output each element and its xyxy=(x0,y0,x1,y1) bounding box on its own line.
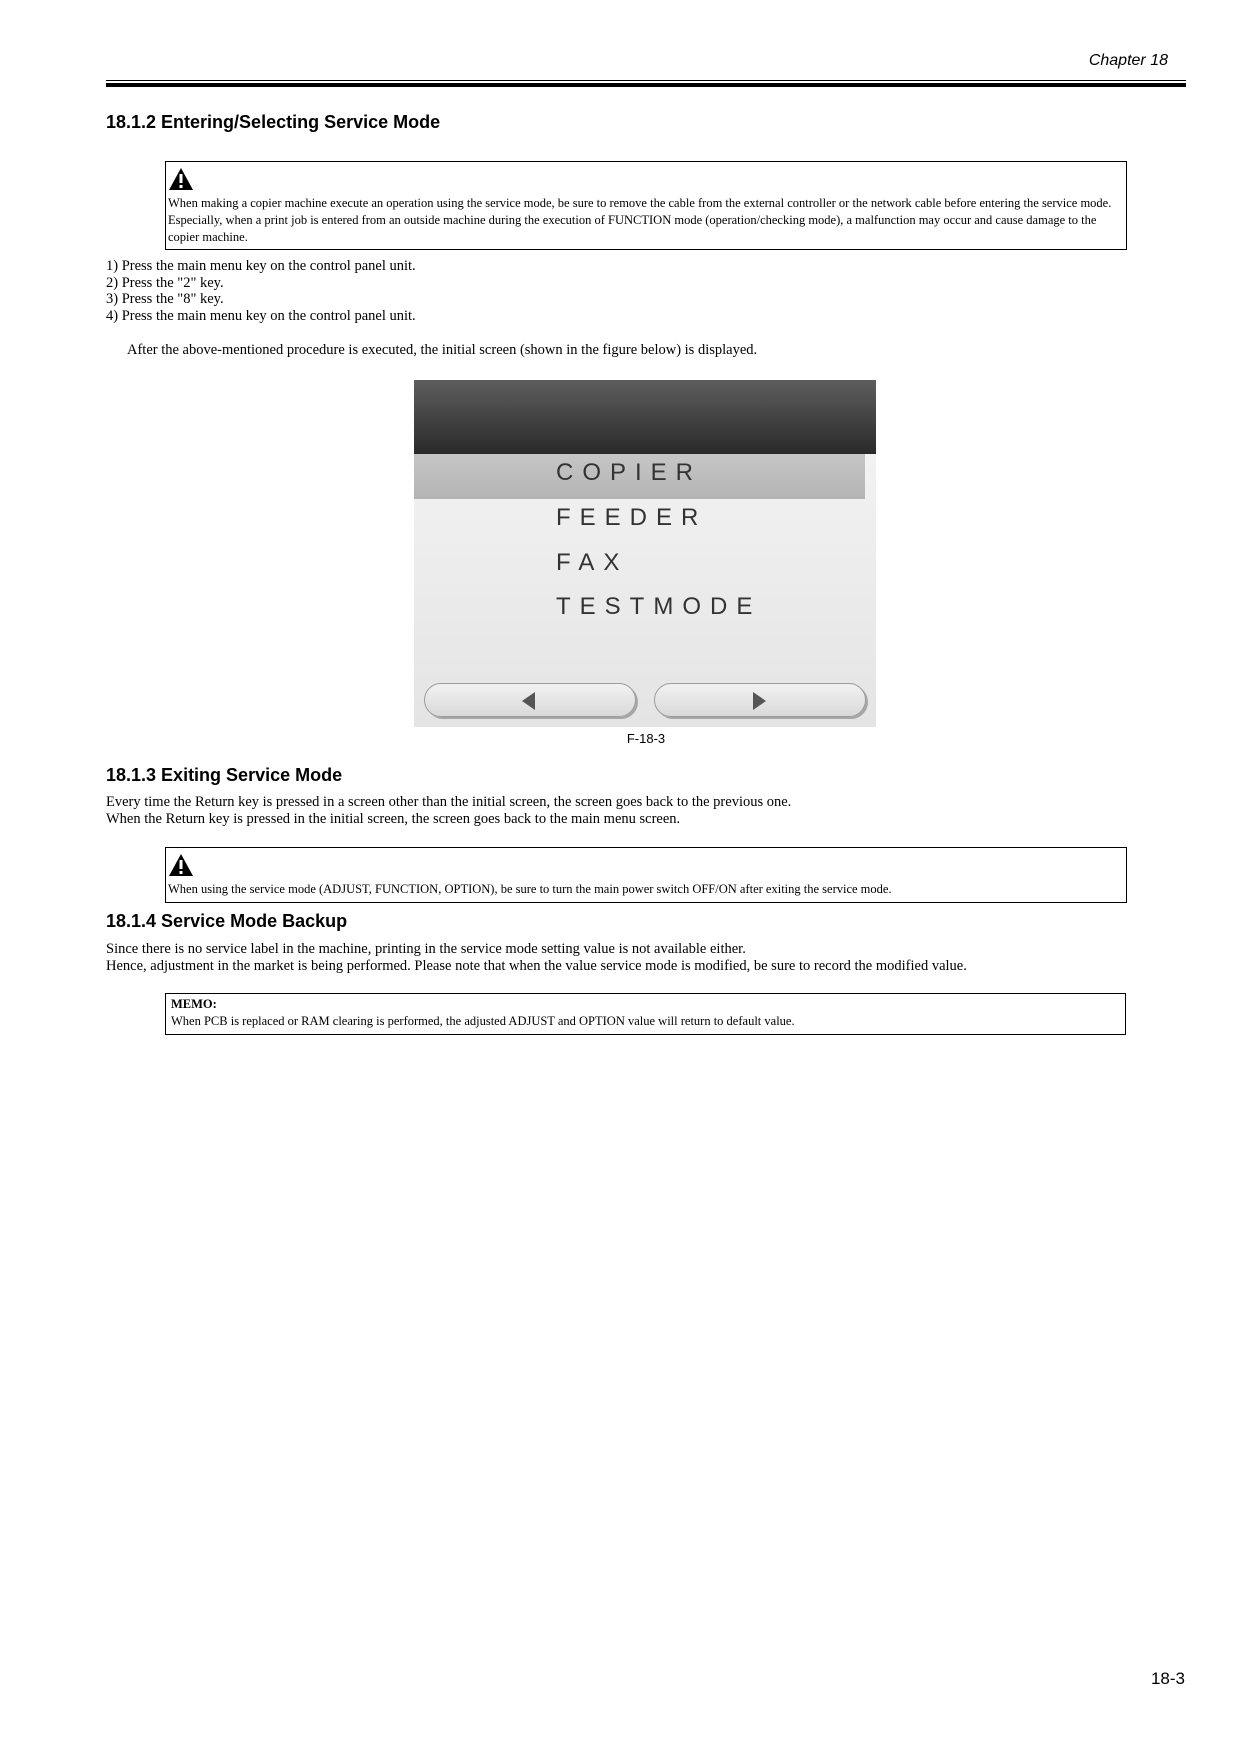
procedure-steps xyxy=(106,258,416,324)
previous-page-button[interactable] xyxy=(424,683,636,717)
warning-icon xyxy=(168,853,194,877)
page-number: 18-3 xyxy=(1150,1669,1185,1688)
figure-caption: F-18-3 xyxy=(626,731,666,746)
backup-line-2: Hence, adjustment in the market is being performed. Please note that when the value service mode is modified, be sure to record the modified value. xyxy=(106,958,967,974)
right-arrow-icon xyxy=(750,691,768,711)
header-rule-thick xyxy=(106,83,1186,87)
next-page-button[interactable] xyxy=(654,683,866,717)
memo-text: When PCB is replaced or RAM clearing is performed, the adjusted ADJUST and OPTION value will return to default value. xyxy=(171,1014,795,1028)
memo-box xyxy=(165,993,1126,1035)
menu-item-testmode[interactable]: TESTMODE xyxy=(556,593,762,620)
step-item: 3) Press the "8" key. xyxy=(106,291,224,307)
section-heading-backup: 18.1.4 Service Mode Backup xyxy=(106,911,348,931)
backup-line-1: Since there is no service label in the machine, printing in the service mode setting value is not available either. xyxy=(106,941,746,957)
section-heading-exiting: 18.1.3 Exiting Service Mode xyxy=(106,765,343,785)
left-arrow-icon xyxy=(520,691,538,711)
caution-box-entering xyxy=(165,161,1127,250)
step-item: 4) Press the main menu key on the control panel unit. xyxy=(106,307,416,324)
warning-icon xyxy=(168,167,194,191)
section-heading-entering: 18.1.2 Entering/Selecting Service Mode xyxy=(106,112,441,132)
memo-title: MEMO: xyxy=(171,997,217,1011)
chapter-label: Chapter 18 xyxy=(1088,52,1168,69)
step-item: 1) Press the main menu key on the control panel unit. xyxy=(106,258,416,274)
caution-box-exiting xyxy=(165,847,1127,903)
exiting-line-1: Every time the Return key is pressed in a screen other than the initial screen, the screen goes back to the previous one. xyxy=(106,794,792,810)
screen-title-bar xyxy=(414,380,876,454)
service-mode-screen-figure xyxy=(414,380,876,727)
exiting-line-2: When the Return key is pressed in the initial screen, the screen goes back to the main menu screen. xyxy=(106,811,681,827)
menu-item-fax[interactable]: FAX xyxy=(556,549,629,576)
menu-item-feeder[interactable]: FEEDER xyxy=(556,504,708,531)
step-item: 2) Press the "2" key. xyxy=(106,274,224,291)
after-procedure-text: After the above-mentioned procedure is executed, the initial screen (shown in the figure below) is displayed. xyxy=(127,342,758,358)
caution-text-entering: When making a copier machine execute an operation using the service mode, be sure to remove the cable from the external controller or the network cable before entering the service mode. Especially, when a print job is entered from an outside machine during the execution of FUNCTION mode (operation/checking mode), a malfunction may occur and cause damage to the copier machine. xyxy=(168,196,1112,244)
header-rule-thin xyxy=(106,80,1186,81)
caution-text-exiting: When using the service mode (ADJUST, FUNCTION, OPTION), be sure to turn the main power switch OFF/ON after exiting the service mode. xyxy=(168,882,892,896)
menu-item-copier[interactable]: COPIER xyxy=(556,459,703,486)
